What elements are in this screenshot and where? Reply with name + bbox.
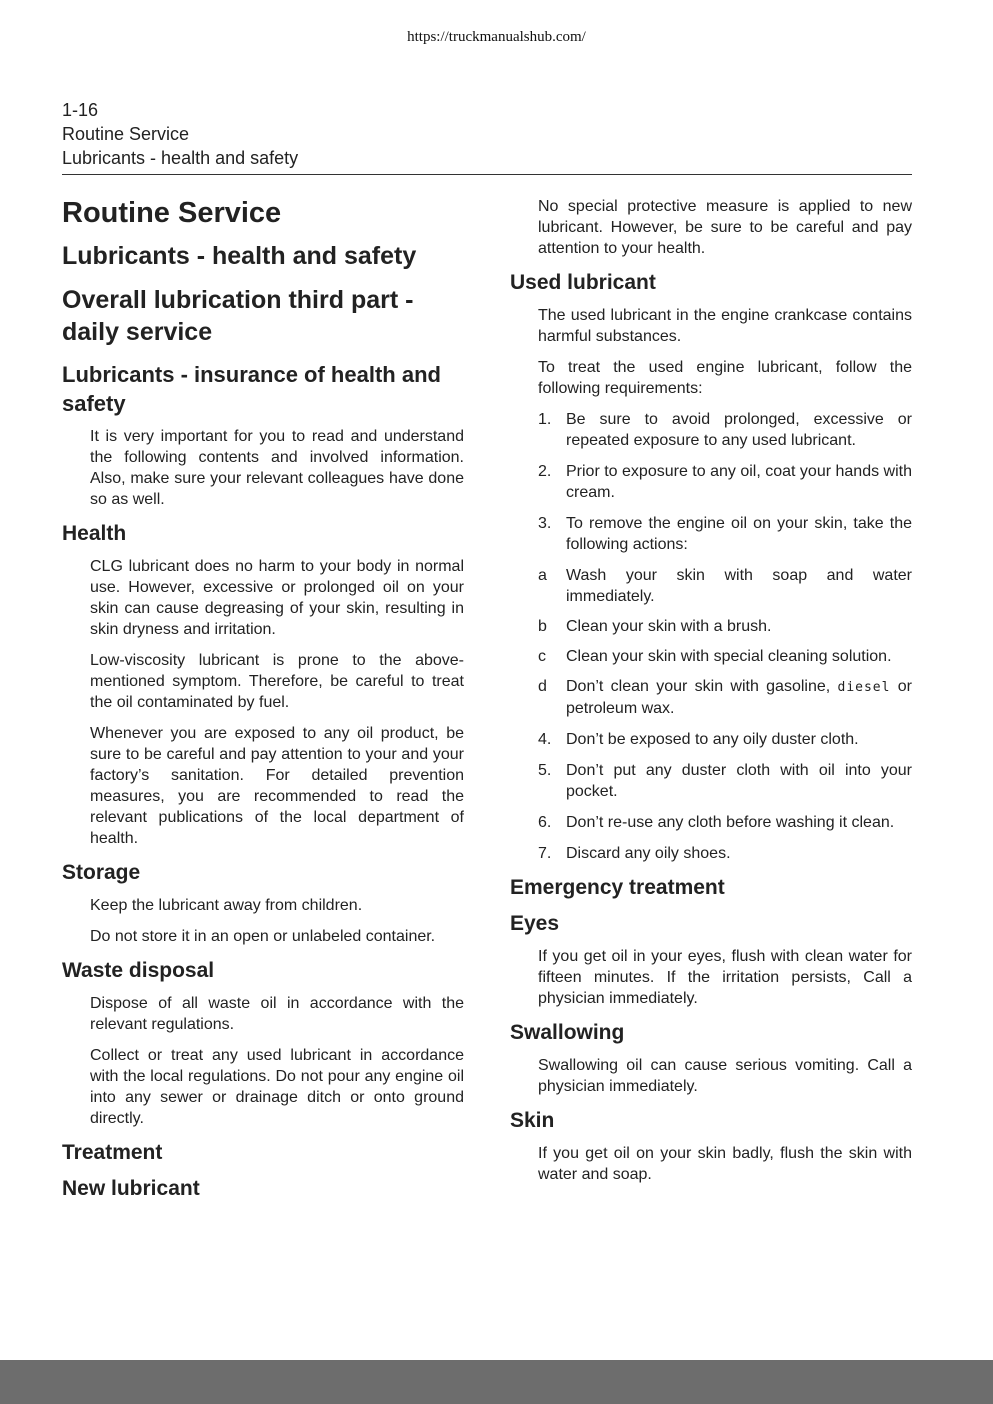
list-item [538,646,912,667]
step-text: Prior to exposure to any oil, coat your hands with cream. [566,463,912,501]
step-number: 1. [538,411,552,428]
substeps-list [538,565,912,719]
substep-text: Wash your skin with soap and water immediately. [566,567,912,605]
list-item [538,513,912,555]
eyes-paragraph: If you get oil in your eyes, flush with clean water for fifteen minutes. If the irritation persists, Call a physician immediately. [538,948,912,1007]
swallowing-heading: Swallowing [510,1021,625,1044]
header-divider [62,174,912,175]
substep-text-end: or petroleum wax. [566,678,912,717]
storage-paragraph-2: Do not store it in an open or unlabeled container. [90,928,436,945]
steps-list [538,409,912,555]
skin-paragraph: If you get oil on your skin badly, flush the skin with water and soap. [538,1145,912,1183]
section-heading: Overall lubrication third part - daily service [62,286,414,346]
list-item [538,461,912,503]
list-item [538,843,912,864]
waste-disposal-heading: Waste disposal [62,959,215,982]
health-paragraph-3: Whenever you are exposed to any oil product, be sure to be careful and pay attention to your and your factory’s sanitation. For detailed prevention measures, you are recommended to read the relevant publications of the local department of health. [90,725,464,847]
step-number: 3. [538,515,552,532]
insurance-heading: Lubricants - insurance of health and safety [62,362,441,416]
left-column [62,196,464,1211]
substep-text: Clean your skin with special cleaning solution. [566,648,892,665]
step-text: Don’t re-use any cloth before washing it clean. [566,814,895,831]
running-header [62,98,912,170]
page-number: 1-16 [62,100,99,120]
section-title: Lubricants - health and safety [62,148,299,168]
skin-heading: Skin [510,1109,555,1132]
used-paragraph-1: The used lubricant in the engine crankcase contains harmful substances. [538,307,912,345]
swallowing-paragraph: Swallowing oil can cause serious vomiting. Call a physician immediately. [538,1057,912,1095]
list-item [538,729,912,750]
step-number: 7. [538,845,552,862]
waste-paragraph-1: Dispose of all waste oil in accordance with the relevant regulations. [90,995,464,1033]
step-number: 6. [538,814,552,831]
waste-paragraph-2: Collect or treat any used lubricant in accordance with the local regulations. Do not pour any engine oil into any sewer or drainage ditch or onto ground directly. [90,1047,464,1127]
substep-letter: d [538,678,547,695]
insurance-paragraph: It is very important for you to read and understand the following contents and involved information. Also, make sure your relevant colleagues have done so as well. [90,428,464,508]
substep-letter: a [538,567,547,584]
health-paragraph-2: Low-viscosity lubricant is prone to the above-mentioned symptom. Therefore, be careful to treat the oil contaminated by fuel. [90,652,464,711]
new-lubricant-paragraph: No special protective measure is applied to new lubricant. However, be sure to be careful and pay attention to your health. [538,198,912,257]
list-item [538,409,912,451]
list-item [538,565,912,607]
step-text: Discard any oily shoes. [566,845,731,862]
page-title: Routine Service [62,197,282,229]
list-item [538,616,912,637]
used-lubricant-heading: Used lubricant [510,271,656,294]
step-number: 4. [538,731,552,748]
used-paragraph-2: To treat the used engine lubricant, follow the following requirements: [538,359,912,397]
step-text: Be sure to avoid prolonged, excessive or repeated exposure to any used lubricant. [566,411,912,449]
list-item [538,812,912,833]
health-heading: Health [62,522,127,545]
step-number: 5. [538,762,552,779]
subtitle: Lubricants - health and safety [62,242,417,270]
source-url: https://truckmanualshub.com/ [407,29,586,45]
steps-list-continued [538,729,912,864]
step-text: Don’t put any duster cloth with oil into your pocket. [566,762,912,800]
footer-bar [0,1360,993,1404]
storage-heading: Storage [62,861,141,884]
treatment-heading: Treatment [62,1141,163,1164]
new-lubricant-heading: New lubricant [62,1177,200,1200]
eyes-heading: Eyes [510,912,560,935]
emergency-heading: Emergency treatment [510,876,725,899]
health-paragraph-1: CLG lubricant does no harm to your body in normal use. However, excessive or prolonged oil on your skin can cause degreasing of your skin, resulting in skin dryness and irritation. [90,558,464,638]
step-text: To remove the engine oil on your skin, take the following actions: [566,515,912,553]
storage-paragraph-1: Keep the lubricant away from children. [90,897,363,914]
step-number: 2. [538,463,552,480]
right-column [510,196,912,1195]
substep-text: Clean your skin with a brush. [566,618,772,635]
list-item [538,676,912,719]
substep-letter: b [538,618,547,635]
list-item [538,760,912,802]
substep-text: Don’t clean your skin with gasoline, [566,678,838,695]
diesel-term: diesel [837,680,891,695]
substep-letter: c [538,648,546,665]
step-text: Don’t be exposed to any oily duster cloth. [566,731,859,748]
chapter-title: Routine Service [62,124,190,144]
